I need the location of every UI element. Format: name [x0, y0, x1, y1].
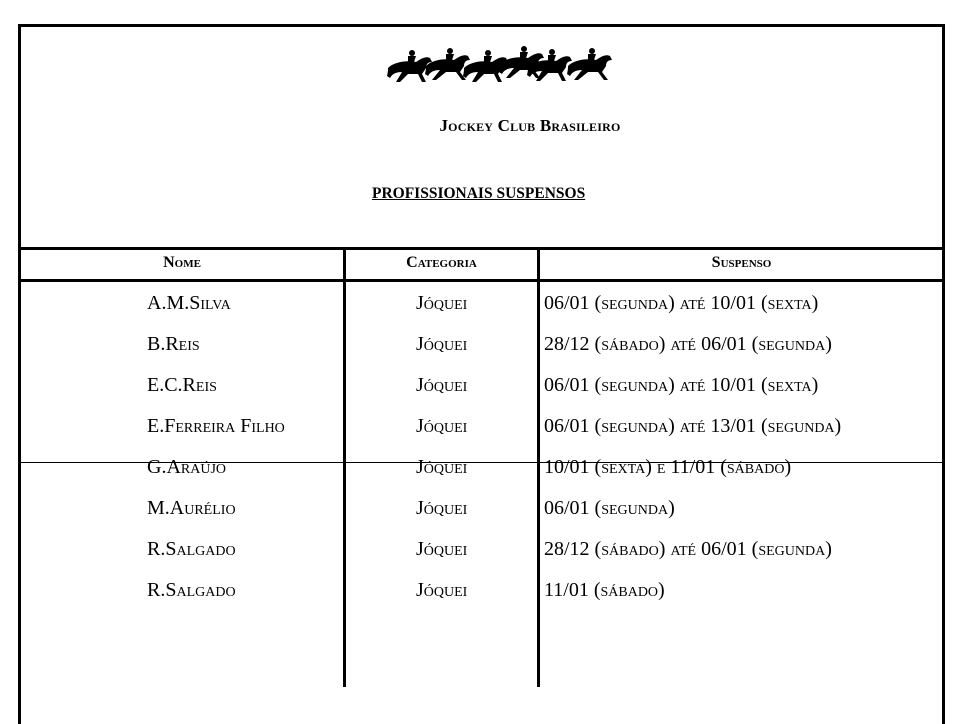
- cell-nome: R.Salgado: [147, 579, 236, 601]
- cell-suspenso: 28/12 (sábado) até 06/01 (segunda): [544, 538, 832, 560]
- organization-name: Jockey Club Brasileiro: [439, 116, 621, 135]
- cell-nome: B.Reis: [147, 333, 200, 355]
- cell-categoria: Jóquei: [416, 579, 468, 601]
- cell-nome: E.C.Reis: [147, 374, 217, 396]
- document-title: PROFISSIONAIS SUSPENSOS: [372, 185, 586, 202]
- racing-horses-logo: [386, 44, 616, 86]
- cell-suspenso: 06/01 (segunda) até 10/01 (sexta): [544, 374, 819, 396]
- table-row: [0, 290, 960, 331]
- cell-categoria: Jóquei: [416, 497, 468, 519]
- cell-nome: A.M.Silva: [147, 292, 231, 314]
- cell-nome: E.Ferreira Filho: [147, 415, 285, 437]
- cell-categoria: Jóquei: [416, 415, 468, 437]
- cell-suspenso: 06/01 (segunda) até 10/01 (sexta): [544, 292, 819, 314]
- cell-categoria: Jóquei: [416, 374, 468, 396]
- column-header-suspenso: Suspenso: [711, 254, 772, 271]
- column-header-categoria: Categoria: [406, 254, 477, 271]
- table-row: [0, 454, 960, 495]
- table-header-border: [18, 279, 945, 282]
- cell-suspenso: 11/01 (sábado): [544, 579, 665, 601]
- table-row: [0, 495, 960, 536]
- table-row: [0, 413, 960, 454]
- cell-categoria: Jóquei: [416, 456, 468, 478]
- cell-suspenso: 06/01 (segunda) até 13/01 (segunda): [544, 415, 842, 437]
- table-top-border: [18, 247, 945, 250]
- table-row: [0, 331, 960, 372]
- cell-nome: G.Araújo: [147, 456, 227, 478]
- column-header-nome: Nome: [163, 254, 201, 271]
- table-row: [0, 536, 960, 577]
- table-row: [0, 577, 960, 618]
- table-body: [0, 290, 960, 618]
- cell-nome: R.Salgado: [147, 538, 236, 560]
- table-row: [0, 372, 960, 413]
- cell-suspenso: 10/01 (sexta) e 11/01 (sábado): [544, 456, 792, 478]
- cell-categoria: Jóquei: [416, 538, 468, 560]
- cell-suspenso: 06/01 (segunda): [544, 497, 675, 519]
- cell-categoria: Jóquei: [416, 333, 468, 355]
- cell-nome: M.Aurélio: [147, 497, 236, 519]
- cell-categoria: Jóquei: [416, 292, 468, 314]
- cell-suspenso: 28/12 (sábado) até 06/01 (segunda): [544, 333, 832, 355]
